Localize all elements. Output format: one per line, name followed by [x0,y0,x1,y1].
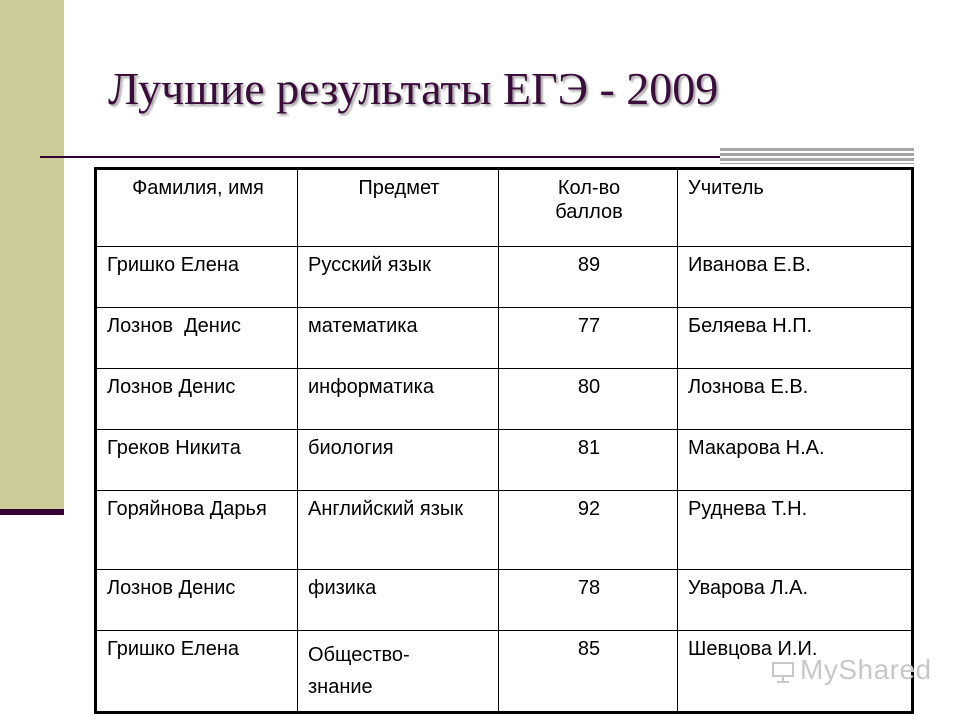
table-row [96,491,913,570]
header-teacher: Учитель [678,169,913,247]
cell-subject-line-2: знание [308,676,373,698]
cell-score: 77 [499,308,678,369]
table-row [96,430,913,491]
cell-teacher: Уварова Л.А. [678,570,913,631]
cell-name: Гришко Елена [96,247,298,308]
cell-score: 85 [499,631,678,713]
table-row [96,570,913,631]
cell-name: Греков Никита [96,430,298,491]
cell-subject-line-1: Общество- [308,644,410,666]
cell-name: Горяйнова Дарья [96,491,298,570]
slide-title: Лучшие результаты ЕГЭ - 2009 [108,63,719,114]
header-score-line-1: Кол-во [557,177,621,199]
header-score [499,169,678,247]
table-row [96,369,913,430]
cell-score: 92 [499,491,678,570]
title-rule [40,156,740,158]
left-decor-underline [0,509,64,515]
cell-subject: биология [298,430,499,491]
watermark-logo [770,654,932,686]
cell-teacher: Макарова Н.А. [678,430,913,491]
results-table [94,167,914,714]
cell-score: 78 [499,570,678,631]
cell-subject: информатика [298,369,499,430]
cell-teacher: Шевцова И.И. [678,631,913,713]
cell-name: Лознов Денис [96,570,298,631]
left-decor-bar [0,0,64,512]
header-name: Фамилия, имя [96,169,298,247]
cell-teacher: Лознова Е.В. [678,369,913,430]
cell-score: 89 [499,247,678,308]
cell-score: 80 [499,369,678,430]
header-score-line-2: баллов [555,201,623,223]
decor-gray-block [720,148,914,164]
header-subject: Предмет [298,169,499,247]
presentation-icon [770,659,796,685]
table-header-row [96,169,913,247]
cell-teacher: Иванова Е.В. [678,247,913,308]
cell-subject [298,631,499,713]
cell-score: 81 [499,430,678,491]
cell-teacher: Руднева Т.Н. [678,491,913,570]
table-row [96,247,913,308]
cell-subject: физика [298,570,499,631]
cell-name: Лознов Денис [96,369,298,430]
cell-name: Лознов Денис [96,308,298,369]
cell-name: Гришко Елена [96,631,298,713]
watermark-text: MyShared [800,654,932,685]
cell-subject: Русский язык [298,247,499,308]
table-row [96,308,913,369]
cell-teacher: Беляева Н.П. [678,308,913,369]
cell-subject: Английский язык [298,491,499,570]
cell-subject: математика [298,308,499,369]
